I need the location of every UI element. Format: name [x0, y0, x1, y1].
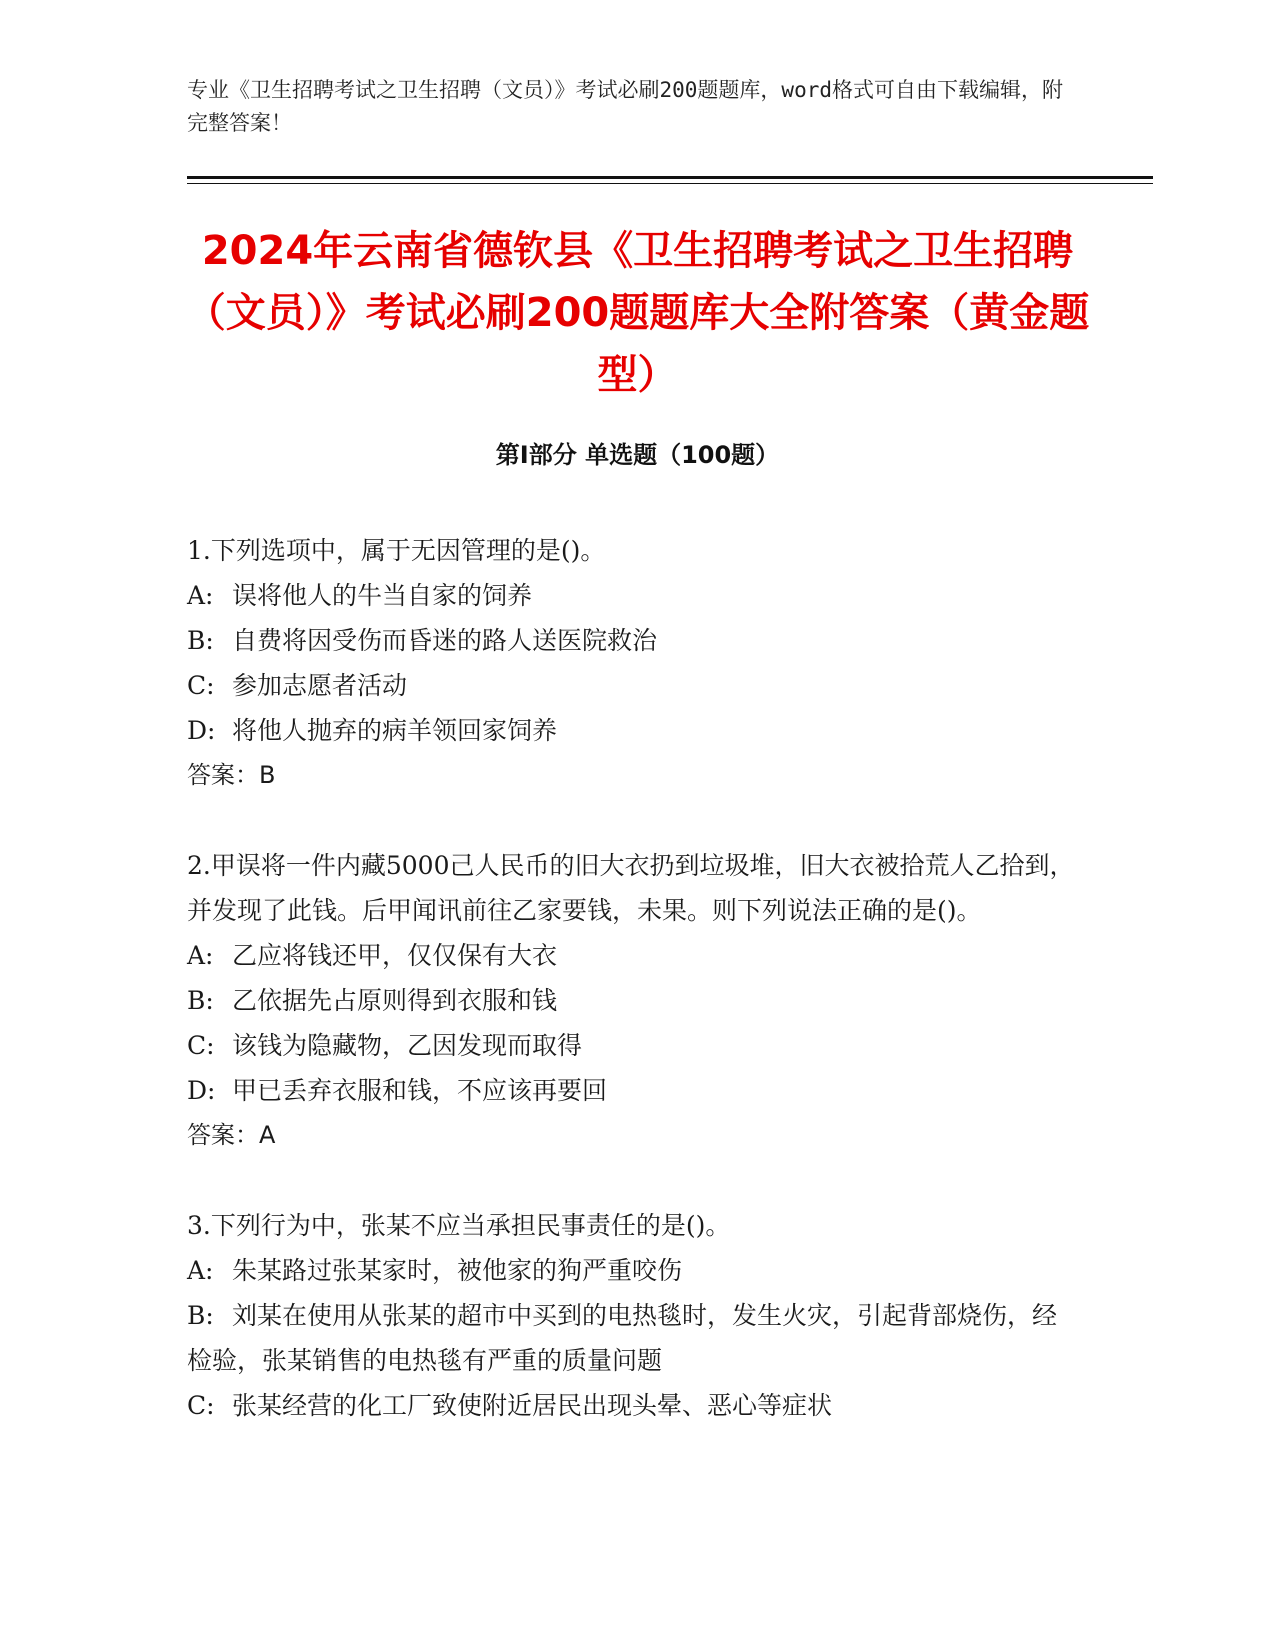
option-c — [187, 663, 1077, 708]
option-text: 参加志愿者活动 — [232, 671, 408, 700]
option-letter: B: — [187, 1301, 214, 1330]
option-b — [187, 618, 1077, 663]
header-rule-thick — [187, 176, 1153, 179]
option-a — [187, 573, 1077, 618]
option-a — [187, 933, 1077, 978]
option-text: 自费将因受伤而昏迷的路人送医院救治 — [232, 626, 658, 655]
option-d — [187, 708, 1077, 753]
option-text: 甲已丢弃衣服和钱，不应该再要回 — [232, 1076, 608, 1105]
question-1 — [187, 528, 1077, 798]
option-letter: A: — [187, 941, 214, 970]
option-c — [187, 1023, 1077, 1068]
header-note: 专业《卫生招聘考试之卫生招聘（文员）》考试必刷200题题库，word格式可自由下载编辑，附完整答案！ — [187, 78, 1063, 135]
option-text: 刘某在使用从张某的超市中买到的电热毯时，发生火灾，引起背部烧伤，经检验，张某销售的电热毯有严重的质量问题 — [187, 1301, 1058, 1375]
option-letter: C: — [187, 1031, 215, 1060]
answer: 答案：A — [187, 1121, 276, 1149]
option-letter: B: — [187, 986, 214, 1015]
question-stem: 2.甲误将一件内藏5000己人民币的旧大衣扔到垃圾堆，旧大衣被拾荒人乙拾到，并发现了此钱。后甲闻讯前往乙家要钱，未果。则下列说法正确的是()。 — [187, 851, 1075, 925]
option-a — [187, 1248, 1077, 1293]
option-text: 将他人抛弃的病羊领回家饲养 — [232, 716, 558, 745]
option-letter: D: — [187, 716, 216, 745]
question-2 — [187, 843, 1077, 1158]
question-list — [187, 528, 1077, 1473]
question-3 — [187, 1203, 1077, 1428]
option-letter: C: — [187, 671, 215, 700]
header-rule-thin — [187, 183, 1153, 184]
option-letter: D: — [187, 1076, 216, 1105]
option-d — [187, 1068, 1077, 1113]
option-text: 乙依据先占原则得到衣服和钱 — [232, 986, 558, 1015]
option-letter: A: — [187, 1256, 214, 1285]
answer: 答案：B — [187, 761, 276, 789]
option-b — [187, 978, 1077, 1023]
option-letter: C: — [187, 1391, 215, 1420]
option-text: 该钱为隐藏物，乙因发现而取得 — [232, 1031, 583, 1060]
question-stem: 1.下列选项中，属于无因管理的是()。 — [187, 536, 606, 565]
option-text: 张某经营的化工厂致使附近居民出现头晕、恶心等症状 — [232, 1391, 833, 1420]
question-stem: 3.下列行为中，张某不应当承担民事责任的是()。 — [187, 1211, 731, 1240]
option-text: 朱某路过张某家时，被他家的狗严重咬伤 — [232, 1256, 683, 1285]
option-text: 误将他人的牛当自家的饲养 — [232, 581, 533, 610]
option-letter: A: — [187, 581, 214, 610]
option-b — [187, 1293, 1077, 1383]
option-letter: B: — [187, 626, 214, 655]
section-title: 第I部分 单选题（100题） — [495, 441, 780, 469]
option-c — [187, 1383, 1077, 1428]
document-title: 2024年云南省德钦县《卫生招聘考试之卫生招聘（文员）》考试必刷200题题库大全附答案（黄金题型） — [185, 228, 1090, 398]
option-text: 乙应将钱还甲，仅仅保有大衣 — [232, 941, 558, 970]
